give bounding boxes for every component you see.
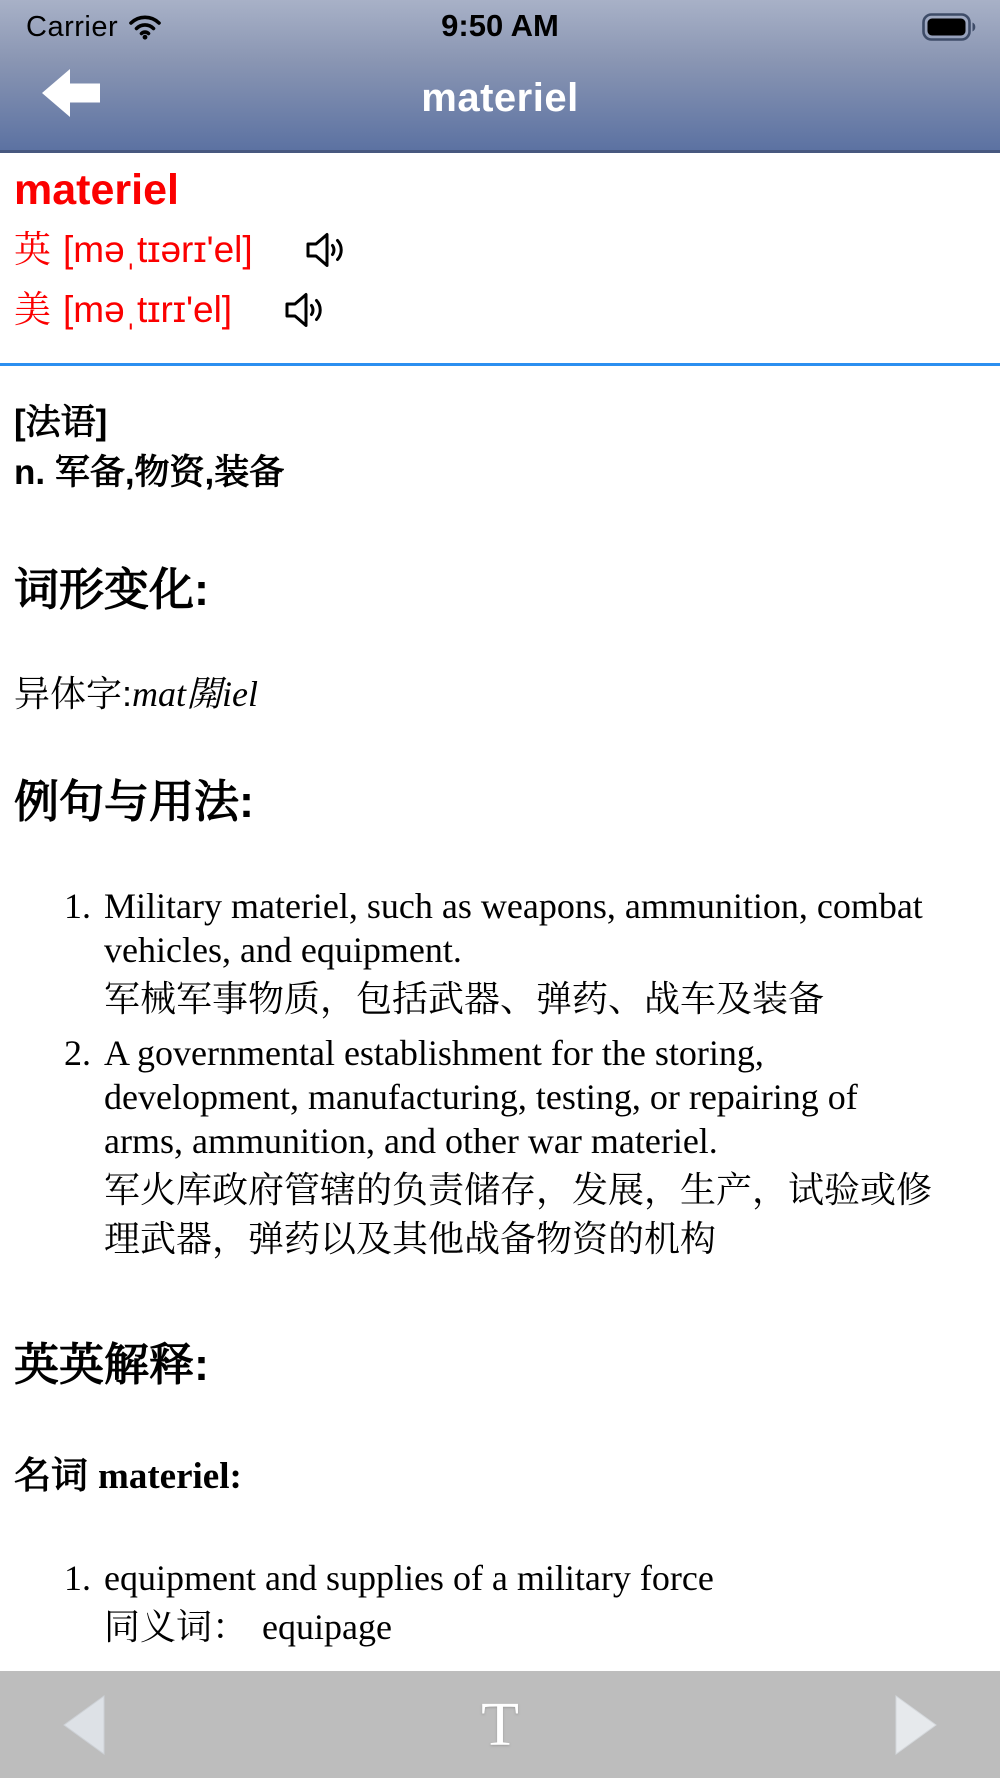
section-heading-word-forms: 词形变化: [14, 564, 209, 615]
status-bar [0, 0, 1000, 48]
example-item-1 [64, 884, 945, 1023]
pronunciation-line-us [14, 287, 945, 333]
ipa-uk: [məˌtɪərɪ'el] [63, 229, 253, 270]
bottom-toolbar [0, 1671, 1000, 1778]
triangle-left-icon [62, 1695, 106, 1755]
definition-item-1 [64, 1556, 945, 1652]
text-size-label: T [481, 1690, 519, 1759]
synonym-value: equipage [262, 1607, 392, 1647]
nav-bar [0, 48, 1000, 148]
carrier-label: Carrier [26, 10, 119, 43]
ipa-us: [məˌtɪrɪ'el] [63, 289, 233, 330]
section-heading-examples: 例句与用法: [14, 776, 254, 827]
synonym-line [104, 1602, 945, 1652]
example-chinese: 军械军事物质，包括武器、弹药、战车及装备 [104, 978, 825, 1019]
region-label-uk: 英 [14, 229, 51, 270]
definition-body [104, 1556, 945, 1652]
carrier-group [26, 11, 162, 44]
example-english: Military materiel, such as weapons, ammunition, combat vehicles, and equipment. [104, 886, 923, 970]
back-button[interactable] [36, 62, 108, 127]
origin-tag: [法语] [14, 403, 108, 442]
prev-button[interactable] [62, 1695, 106, 1755]
pos-line [14, 1453, 945, 1500]
battery-icon [922, 13, 978, 41]
speaker-button-uk[interactable] [301, 227, 347, 273]
pronunciation-line-uk [14, 227, 945, 273]
page-title: materiel [421, 75, 579, 120]
variant-line [14, 672, 945, 716]
example-number: 2. [64, 1033, 91, 1073]
variant-value: mat閞iel [132, 674, 258, 714]
example-item-2 [64, 1031, 945, 1263]
headword: materiel [14, 166, 179, 214]
definition-english: equipment and supplies of a military force [104, 1558, 714, 1598]
example-body [104, 884, 945, 1023]
speaker-icon [301, 227, 347, 273]
speaker-button-us[interactable] [280, 287, 326, 333]
example-body [104, 1031, 945, 1263]
example-chinese: 军火库政府管辖的负责储存，发展，生产，试验或修理武器，弹药以及其他战备物资的机构 [104, 1169, 933, 1259]
blue-divider [0, 363, 1000, 366]
text-size-button[interactable] [481, 1690, 519, 1759]
arrow-left-icon [40, 66, 104, 120]
example-number: 1. [64, 886, 91, 926]
header [0, 0, 1000, 153]
example-list [64, 884, 945, 1263]
example-english: A governmental establishment for the storing, development, manufacturing, testing, or repairing of arms, ammunition, and other war materiel. [104, 1033, 858, 1161]
wifi-icon [128, 14, 162, 40]
variant-label: 异体字: [14, 673, 133, 714]
definition-list [64, 1556, 945, 1652]
section-heading-english-definitions: 英英解释: [14, 1339, 209, 1390]
region-label-us: 美 [14, 289, 51, 330]
pos-label: 名词 [14, 1455, 88, 1496]
speaker-icon [280, 287, 326, 333]
quick-definition: n. 军备,物资,装备 [14, 453, 285, 492]
triangle-right-icon [894, 1695, 938, 1755]
pos-word-label: materiel: [98, 1456, 242, 1497]
next-button[interactable] [894, 1695, 938, 1755]
status-time: 9:50 AM [441, 8, 559, 43]
synonym-label: 同义词： [104, 1606, 249, 1647]
definition-number: 1. [64, 1558, 91, 1598]
dictionary-content [0, 153, 1000, 1671]
